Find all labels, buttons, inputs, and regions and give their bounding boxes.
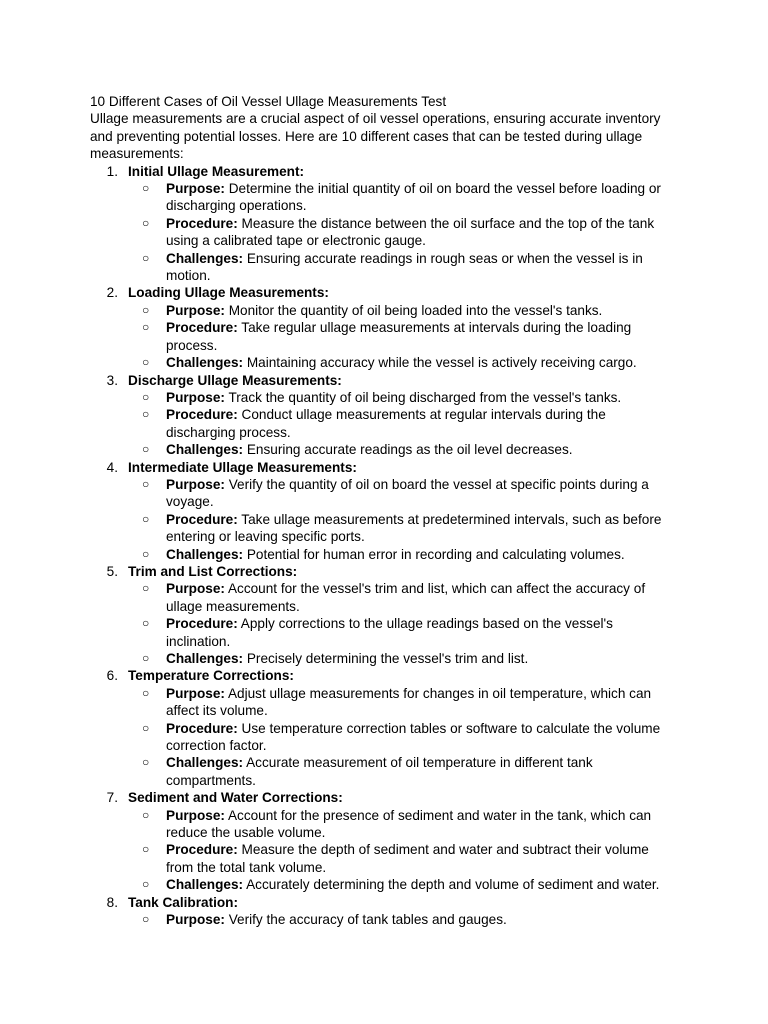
hollow-circle-bullet-icon: ○ xyxy=(142,807,150,822)
detail-label: Procedure: xyxy=(166,407,238,423)
case-number: 3. xyxy=(106,372,118,388)
hollow-circle-bullet-icon: ○ xyxy=(142,651,150,665)
document-title: 10 Different Cases of Oil Vessel Ullage Measurements Test xyxy=(90,94,447,109)
case-number: 6. xyxy=(106,668,118,684)
case-details-list xyxy=(128,302,678,372)
detail-label: Purpose: xyxy=(166,807,225,823)
detail-text: Accurate measurement of oil temperature in different tank compartments. xyxy=(166,755,593,788)
case-detail-item xyxy=(128,615,678,650)
detail-text: Track the quantity of oil being discharged from the vessel's tanks. xyxy=(228,389,622,405)
case-detail-item xyxy=(128,911,678,928)
detail-text: Precisely determining the vessel's trim and list. xyxy=(246,651,529,666)
case-title: Tank Calibration: xyxy=(128,894,239,910)
case-detail-item xyxy=(128,650,678,667)
hollow-circle-bullet-icon: ○ xyxy=(142,442,150,457)
hollow-circle-bullet-icon: ○ xyxy=(142,877,150,892)
case-item xyxy=(90,789,678,893)
case-number: 1. xyxy=(106,163,118,179)
detail-label: Procedure: xyxy=(166,842,238,858)
detail-text: Measure the depth of sediment and water and subtract their volume from the total tank volume. xyxy=(166,842,649,875)
detail-text: Account for the presence of sediment and water in the tank, which can reduce the usable volume. xyxy=(166,807,652,841)
case-title: Sediment and Water Corrections: xyxy=(128,790,343,806)
detail-text: Take ullage measurements at predetermined intervals, such as before entering or leaving specific ports. xyxy=(166,511,662,545)
detail-text: Accurately determining the depth and volume of sediment and water. xyxy=(246,877,660,893)
hollow-circle-bullet-icon: ○ xyxy=(142,755,150,770)
case-title: Trim and List Corrections: xyxy=(128,563,298,579)
case-number: 8. xyxy=(106,894,118,910)
detail-text: Monitor the quantity of oil being loaded into the vessel's tanks. xyxy=(228,302,603,318)
hollow-circle-bullet-icon: ○ xyxy=(142,215,150,230)
detail-text: Account for the vessel's trim and list, which can affect the accuracy of ullage measurements. xyxy=(166,581,646,614)
hollow-circle-bullet-icon: ○ xyxy=(142,616,150,631)
detail-text: Apply corrections to the ullage readings based on the vessel's inclination. xyxy=(166,616,613,649)
detail-label: Procedure: xyxy=(166,215,238,231)
case-title: Temperature Corrections: xyxy=(128,668,294,684)
case-detail-item xyxy=(128,546,678,563)
case-title: Initial Ullage Measurement: xyxy=(128,163,305,179)
cases-list xyxy=(90,163,678,929)
detail-label: Challenges: xyxy=(166,755,244,771)
detail-label: Challenges: xyxy=(166,651,244,666)
detail-label: Challenges: xyxy=(166,250,244,266)
case-detail-item xyxy=(128,302,678,319)
case-item xyxy=(90,372,678,459)
detail-text: Maintaining accuracy while the vessel is actively receiving cargo. xyxy=(246,355,637,371)
case-detail-item xyxy=(128,250,678,285)
hollow-circle-bullet-icon: ○ xyxy=(142,581,150,596)
detail-label: Challenges: xyxy=(166,546,244,562)
detail-text: Take regular ullage measurements at intervals during the loading process. xyxy=(166,320,632,353)
detail-label: Procedure: xyxy=(166,320,238,336)
case-item xyxy=(90,563,678,667)
case-details-list xyxy=(128,180,678,284)
case-item xyxy=(90,284,678,371)
case-detail-item xyxy=(128,319,678,354)
case-detail-item xyxy=(128,180,678,215)
case-detail-item xyxy=(128,841,678,876)
hollow-circle-bullet-icon: ○ xyxy=(142,302,150,317)
hollow-circle-bullet-icon: ○ xyxy=(142,407,150,422)
case-details-list xyxy=(128,911,678,928)
intro-paragraph: Ullage measurements are a crucial aspect of oil vessel operations, ensuring accurate inventory and preventing potential losses. Here are 10 different cases that can be tested during ullage measurements: xyxy=(90,111,661,162)
case-number: 2. xyxy=(106,285,118,301)
detail-text: Conduct ullage measurements at regular intervals during the discharging process. xyxy=(166,407,606,440)
detail-label: Procedure: xyxy=(166,720,238,736)
detail-label: Challenges: xyxy=(166,355,244,371)
hollow-circle-bullet-icon: ○ xyxy=(142,842,150,857)
case-title: Loading Ullage Measurements: xyxy=(128,285,329,301)
case-detail-item xyxy=(128,215,678,250)
detail-text: Ensuring accurate readings as the oil level decreases. xyxy=(246,442,573,458)
case-detail-item xyxy=(128,354,678,371)
detail-label: Purpose: xyxy=(166,389,225,405)
case-number: 7. xyxy=(106,790,118,806)
case-detail-item xyxy=(128,754,678,789)
case-detail-item xyxy=(128,441,678,458)
detail-label: Procedure: xyxy=(166,616,238,632)
hollow-circle-bullet-icon: ○ xyxy=(142,546,150,561)
hollow-circle-bullet-icon: ○ xyxy=(142,511,150,526)
case-details-list xyxy=(128,685,678,789)
case-details-list xyxy=(128,580,678,667)
case-detail-item xyxy=(128,807,678,842)
case-detail-item xyxy=(128,720,678,755)
detail-text: Potential for human error in recording and calculating volumes. xyxy=(246,546,625,562)
detail-text: Verify the accuracy of tank tables and gauges. xyxy=(228,912,507,928)
detail-label: Purpose: xyxy=(166,302,225,318)
detail-text: Verify the quantity of oil on board the vessel at specific points during a voyage. xyxy=(166,476,649,510)
detail-label: Challenges: xyxy=(166,877,244,893)
case-detail-item xyxy=(128,511,678,546)
case-title: Discharge Ullage Measurements: xyxy=(128,372,342,388)
detail-text: Adjust ullage measurements for changes in oil temperature, which can affect its volume. xyxy=(166,685,652,719)
hollow-circle-bullet-icon: ○ xyxy=(142,685,150,700)
case-number: 4. xyxy=(106,459,118,475)
case-detail-item xyxy=(128,685,678,720)
detail-label: Purpose: xyxy=(166,476,225,492)
case-item xyxy=(90,667,678,789)
hollow-circle-bullet-icon: ○ xyxy=(142,355,150,370)
case-detail-item xyxy=(128,580,678,615)
case-number: 5. xyxy=(106,563,118,579)
case-detail-item xyxy=(128,406,678,441)
hollow-circle-bullet-icon: ○ xyxy=(142,389,150,404)
hollow-circle-bullet-icon: ○ xyxy=(142,320,150,335)
case-detail-item xyxy=(128,389,678,406)
case-details-list xyxy=(128,476,678,563)
detail-label: Purpose: xyxy=(166,181,225,197)
detail-label: Challenges: xyxy=(166,442,244,458)
case-item xyxy=(90,894,678,929)
detail-text: Measure the distance between the oil surface and the top of the tank using a calibrated tape or electronic gauge. xyxy=(166,215,655,249)
hollow-circle-bullet-icon: ○ xyxy=(142,181,150,196)
hollow-circle-bullet-icon: ○ xyxy=(142,250,150,265)
case-item xyxy=(90,459,678,563)
case-details-list xyxy=(128,389,678,459)
detail-label: Purpose: xyxy=(166,912,225,928)
case-title: Intermediate Ullage Measurements: xyxy=(128,459,357,475)
detail-text: Use temperature correction tables or software to calculate the volume correction factor. xyxy=(166,720,661,754)
hollow-circle-bullet-icon: ○ xyxy=(142,912,150,927)
detail-label: Procedure: xyxy=(166,511,238,527)
case-item xyxy=(90,163,678,285)
hollow-circle-bullet-icon: ○ xyxy=(142,476,150,491)
case-detail-item xyxy=(128,876,678,893)
case-details-list xyxy=(128,807,678,894)
detail-text: Ensuring accurate readings in rough seas or when the vessel is in motion. xyxy=(166,250,643,284)
hollow-circle-bullet-icon: ○ xyxy=(142,720,150,735)
case-detail-item xyxy=(128,476,678,511)
detail-label: Purpose: xyxy=(166,685,225,701)
detail-label: Purpose: xyxy=(166,581,225,597)
detail-text: Determine the initial quantity of oil on board the vessel before loading or discharging operations. xyxy=(166,181,661,214)
